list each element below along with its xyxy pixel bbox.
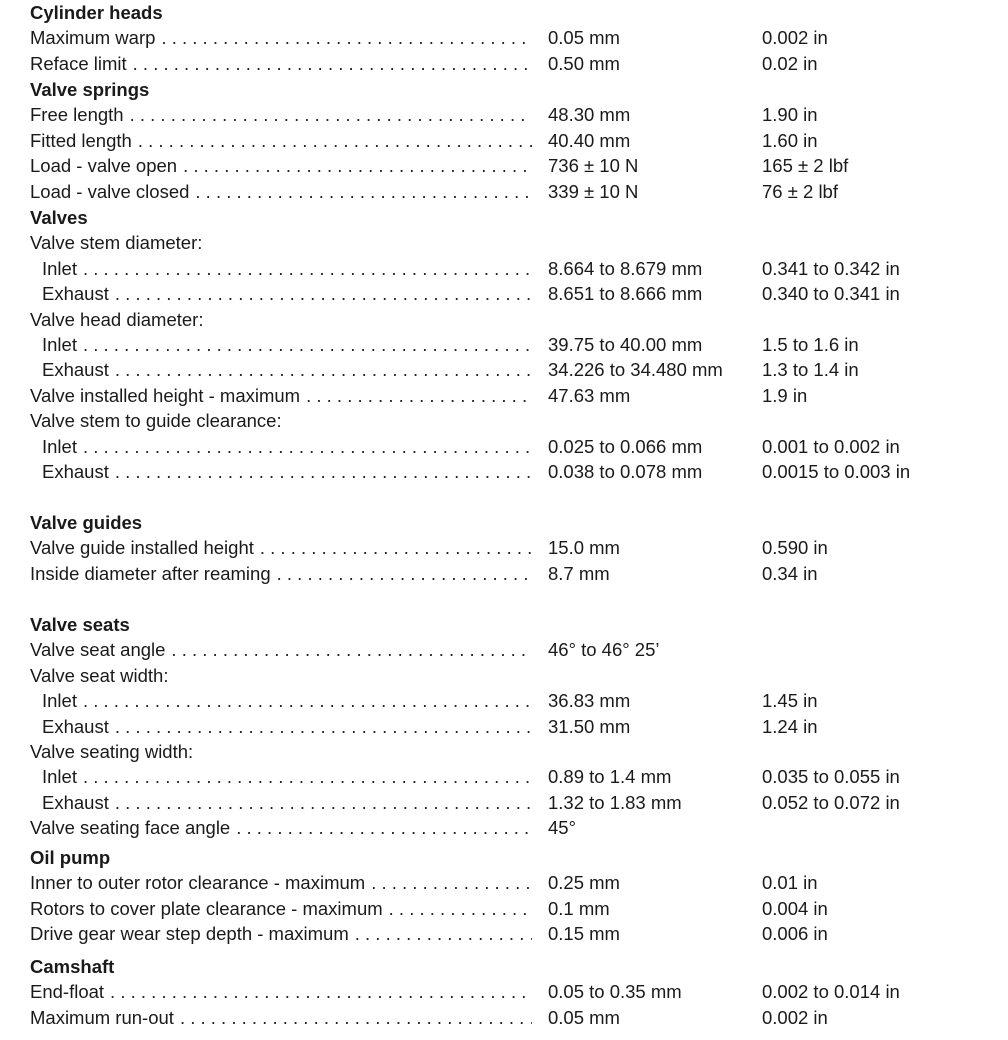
imperial-value: 0.01 in	[762, 872, 818, 894]
spec-label-group	[30, 561, 532, 587]
imperial-value: 0.006 in	[762, 923, 828, 945]
metric-value: 0.05 mm	[548, 27, 620, 49]
leader-dots	[115, 283, 532, 305]
spec-label-group	[42, 256, 532, 282]
metric-value: 0.1 mm	[548, 897, 610, 919]
spec-label: Rotors to cover plate clearance - maximum	[30, 897, 383, 919]
imperial-value: 0.002 to 0.014 in	[762, 981, 900, 1003]
leader-dots	[161, 27, 532, 49]
sub-label: Inlet	[42, 690, 77, 712]
imperial-value: 1.9 in	[762, 384, 808, 406]
spec-label: Valve seating width:	[30, 741, 194, 762]
spec-label-group	[30, 307, 730, 333]
metric-value: 0.15 mm	[548, 923, 620, 945]
section-heading: Camshaft	[30, 956, 115, 977]
spec-label: Valve head diameter:	[30, 308, 204, 330]
spec-row	[0, 561, 1008, 587]
leader-dots	[371, 872, 532, 894]
section-heading: Valve seats	[30, 614, 130, 635]
spec-label: Load - valve closed	[30, 180, 190, 202]
leader-dots	[171, 639, 532, 661]
imperial-value: 0.052 to 0.072 in	[762, 791, 900, 813]
metric-value: 39.75 to 40.00 mm	[548, 334, 703, 355]
metric-value: 48.30 mm	[548, 104, 631, 126]
metric-value: 0.89 to 1.4 mm	[548, 766, 672, 788]
leader-dots	[236, 817, 532, 839]
leader-dots	[110, 981, 532, 1003]
metric-value: 1.32 to 1.83 mm	[548, 791, 682, 813]
spec-label: Fitted length	[30, 129, 132, 151]
spec-label: Inner to outer rotor clearance - maximum	[30, 872, 366, 894]
spec-row	[0, 714, 1008, 740]
spec-row	[0, 921, 1008, 947]
spec-row	[0, 383, 1008, 409]
metric-value: 0.25 mm	[548, 872, 620, 894]
leader-dots	[306, 385, 532, 407]
leader-dots	[115, 461, 532, 483]
spec-row	[0, 739, 1008, 765]
metric-value: 0.05 mm	[548, 1006, 620, 1028]
spec-label-group	[30, 1005, 532, 1031]
spec-row	[0, 896, 1008, 922]
metric-value: 0.05 to 0.35 mm	[548, 981, 682, 1003]
spec-label-group	[30, 979, 532, 1005]
spec-row	[0, 535, 1008, 561]
sub-label: Exhaust	[42, 283, 109, 305]
spec-label-group	[30, 230, 730, 256]
leader-dots	[277, 563, 532, 585]
imperial-value: 0.340 to 0.341 in	[762, 283, 900, 305]
spec-row	[0, 332, 1008, 358]
leader-dots	[260, 537, 532, 559]
leader-dots	[389, 898, 532, 920]
spec-label-group	[30, 383, 532, 409]
spec-row	[0, 764, 1008, 790]
spec-label-group	[42, 459, 532, 485]
spec-label: Load - valve open	[30, 155, 178, 177]
leader-dots	[133, 53, 532, 75]
spec-row	[0, 408, 1008, 434]
spec-row	[0, 230, 1008, 256]
spec-label-group	[30, 739, 730, 765]
spec-label-group	[42, 332, 532, 358]
section-heading: Valve springs	[30, 79, 150, 100]
spec-label-group	[30, 870, 532, 896]
metric-value: 0.038 to 0.078 mm	[548, 461, 703, 482]
sub-label: Exhaust	[42, 461, 109, 482]
spec-row	[0, 1005, 1008, 1031]
section-heading: Valve guides	[30, 512, 143, 533]
spec-label-group	[42, 281, 532, 307]
metric-value: 40.40 mm	[548, 129, 631, 151]
metric-value: 47.63 mm	[548, 384, 631, 406]
spec-row	[0, 51, 1008, 77]
imperial-value: 1.5 to 1.6 in	[762, 334, 859, 355]
spec-label: Free length	[30, 104, 124, 126]
spec-label-group	[42, 434, 532, 460]
spec-label: Maximum run-out	[30, 1006, 174, 1028]
section-heading: Valves	[30, 207, 88, 228]
spec-label-group	[30, 535, 532, 561]
imperial-value: 1.90 in	[762, 104, 818, 126]
spec-label: Valve seating face angle	[30, 817, 231, 839]
leader-dots	[83, 258, 532, 280]
spec-row	[0, 179, 1008, 205]
leader-dots	[83, 690, 532, 712]
leader-dots	[115, 716, 532, 738]
metric-value: 8.7 mm	[548, 562, 610, 584]
spec-label-group	[42, 688, 532, 714]
spec-row	[0, 307, 1008, 333]
imperial-value: 0.34 in	[762, 562, 818, 584]
imperial-value: 0.004 in	[762, 897, 828, 919]
spec-row	[0, 663, 1008, 689]
spec-row	[0, 357, 1008, 383]
spec-label: End-float	[30, 981, 105, 1003]
imperial-value: 1.60 in	[762, 129, 818, 151]
spec-label: Valve guide installed height	[30, 537, 254, 559]
spec-row	[0, 128, 1008, 154]
spec-label: Valve installed height - maximum	[30, 384, 301, 406]
metric-value: 31.50 mm	[548, 715, 631, 737]
spec-label: Inside diameter after reaming	[30, 562, 271, 584]
metric-value: 0.025 to 0.066 mm	[548, 435, 703, 457]
leader-dots	[195, 181, 532, 203]
leader-dots	[130, 104, 532, 126]
spec-label-group	[30, 408, 730, 434]
imperial-value: 1.24 in	[762, 715, 818, 737]
spec-label-group	[30, 128, 532, 154]
spec-label-group	[42, 790, 532, 816]
sub-label: Inlet	[42, 435, 77, 457]
spec-label-group	[42, 764, 532, 790]
spec-row	[0, 25, 1008, 51]
spec-label-group	[30, 51, 532, 77]
spec-row	[0, 790, 1008, 816]
spec-label: Valve stem diameter:	[30, 232, 203, 254]
spec-label: Drive gear wear step depth - maximum	[30, 923, 349, 945]
imperial-value: 1.3 to 1.4 in	[762, 359, 859, 381]
leader-dots	[83, 334, 532, 356]
metric-value: 15.0 mm	[548, 537, 620, 559]
spec-label-group	[30, 102, 532, 128]
spec-row	[0, 434, 1008, 460]
metric-value: 34.226 to 34.480 mm	[548, 359, 723, 381]
spec-row	[0, 870, 1008, 896]
spec-label-group	[42, 714, 532, 740]
sub-label: Exhaust	[42, 359, 109, 381]
spec-label: Reface limit	[30, 52, 127, 74]
metric-value: 8.651 to 8.666 mm	[548, 283, 703, 305]
spec-label-group	[30, 153, 532, 179]
spec-label-group	[30, 663, 730, 689]
metric-value: 339 ± 10 N	[548, 180, 639, 202]
leader-dots	[115, 359, 532, 381]
imperial-value: 0.341 to 0.342 in	[762, 257, 900, 279]
spec-label: Maximum warp	[30, 27, 156, 49]
spec-row	[0, 281, 1008, 307]
spec-row	[0, 256, 1008, 282]
spec-label-group	[30, 179, 532, 205]
spec-row	[0, 153, 1008, 179]
spec-label: Valve stem to guide clearance:	[30, 410, 282, 432]
spec-row	[0, 815, 1008, 841]
spec-row	[0, 459, 1008, 485]
leader-dots	[183, 155, 532, 177]
spec-row	[0, 688, 1008, 714]
spec-label: Valve seat angle	[30, 639, 166, 661]
sub-label: Inlet	[42, 257, 77, 279]
spec-label-group	[30, 921, 532, 947]
spec-label-group	[30, 815, 532, 841]
metric-value: 0.50 mm	[548, 52, 620, 74]
spec-label-group	[30, 25, 532, 51]
sub-label: Exhaust	[42, 715, 109, 737]
leader-dots	[355, 923, 532, 945]
imperial-value: 0.02 in	[762, 52, 818, 74]
spec-label-group	[30, 896, 532, 922]
sub-label: Inlet	[42, 766, 77, 788]
metric-value: 45°	[548, 817, 576, 839]
metric-value: 8.664 to 8.679 mm	[548, 257, 703, 279]
spec-label-group	[42, 357, 532, 383]
leader-dots	[115, 792, 532, 814]
spec-row	[0, 102, 1008, 128]
imperial-value: 165 ± 2 lbf	[762, 155, 849, 177]
spec-row	[0, 979, 1008, 1005]
imperial-value: 0.590 in	[762, 537, 828, 559]
leader-dots	[83, 766, 532, 788]
metric-value: 736 ± 10 N	[548, 155, 639, 177]
imperial-value: 76 ± 2 lbf	[762, 180, 838, 202]
sub-label: Exhaust	[42, 791, 109, 813]
metric-value: 36.83 mm	[548, 690, 631, 712]
section-heading: Cylinder heads	[30, 2, 163, 23]
section-heading: Oil pump	[30, 847, 111, 868]
imperial-value: 0.002 in	[762, 1006, 828, 1028]
metric-value: 46° to 46° 25’	[548, 639, 660, 661]
imperial-value: 0.035 to 0.055 in	[762, 766, 900, 788]
imperial-value: 1.45 in	[762, 690, 818, 712]
spec-label-group	[30, 637, 532, 663]
imperial-value: 0.002 in	[762, 27, 828, 49]
imperial-value: 0.0015 to 0.003 in	[762, 461, 911, 482]
spec-row	[0, 637, 1008, 663]
leader-dots	[138, 130, 532, 152]
sub-label: Inlet	[42, 334, 77, 355]
leader-dots	[83, 436, 532, 458]
imperial-value: 0.001 to 0.002 in	[762, 435, 900, 457]
spec-label: Valve seat width:	[30, 664, 169, 686]
leader-dots	[180, 1007, 532, 1029]
